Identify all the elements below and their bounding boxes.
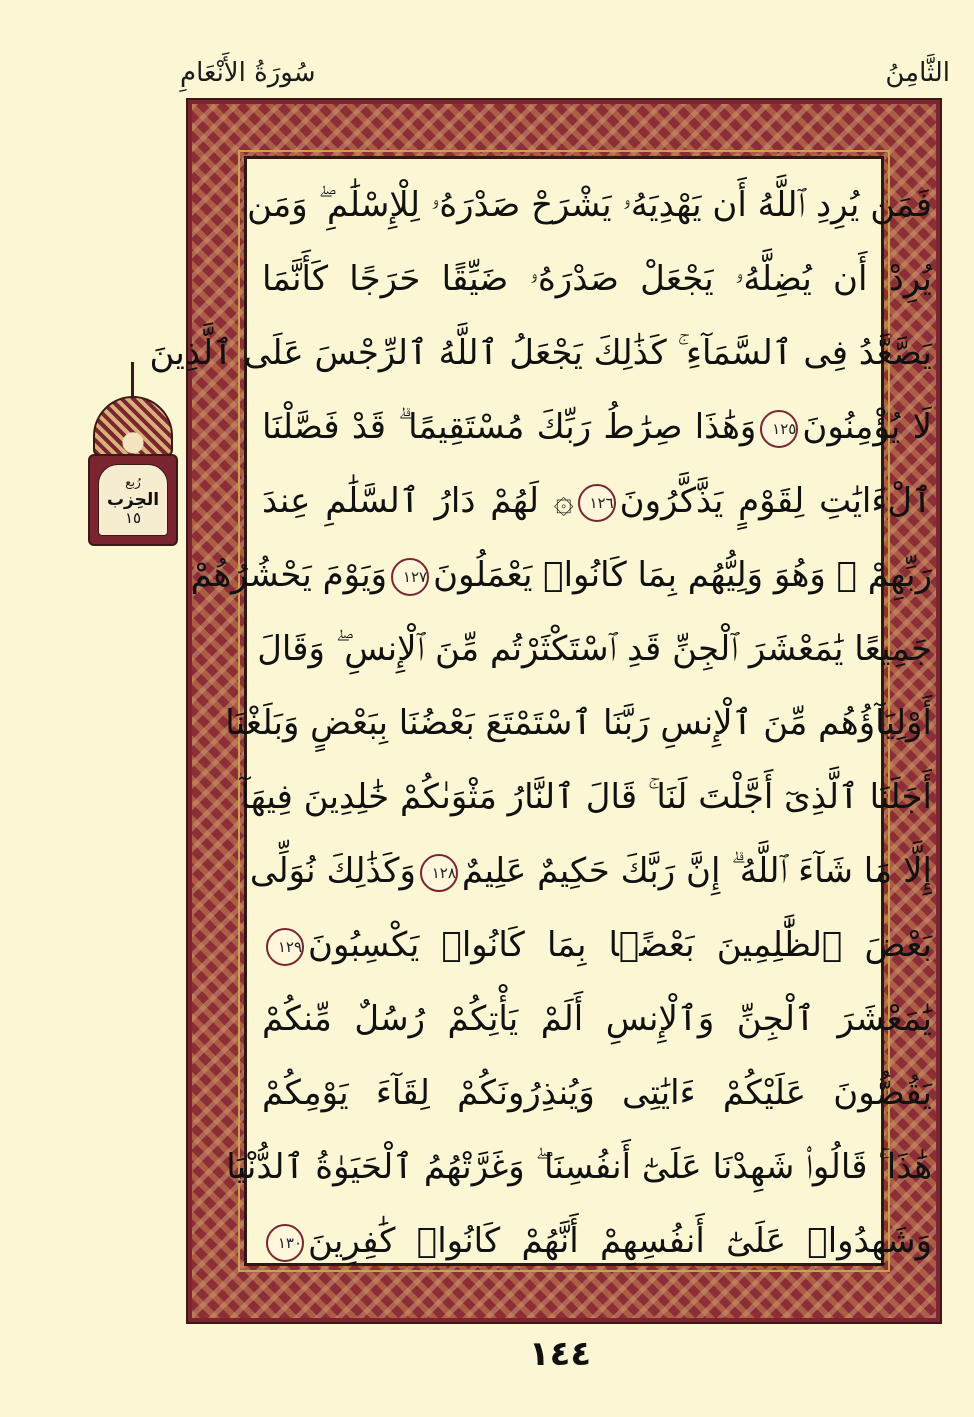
verse-line (262, 984, 932, 1054)
verse-text: يَقُصُّونَ عَلَيْكُمْ ءَايَٰتِى وَيُنذِرُونَكُمْ لِقَآءَ يَوْمِكُمْ (262, 1073, 932, 1113)
quran-text-block (149, 170, 933, 1280)
verse-text-continued: ۞ لَهُمْ دَارُ ٱلسَّلَٰمِ عِندَ (262, 481, 574, 521)
verse-text: رَبِّهِمْ ۖ وَهُوَ وَلِيُّهُم بِمَا كَانُوا۟ يَعْمَلُونَ (433, 555, 932, 595)
marker-finial (131, 362, 134, 400)
marker-box (88, 454, 178, 546)
verse-line (262, 466, 932, 536)
verse-text: جَمِيعًا يَٰمَعْشَرَ ٱلْجِنِّ قَدِ ٱسْتَكْثَرْتُم مِّنَ ٱلْإِنسِ ۖ وَقَالَ (257, 629, 932, 669)
verse-text: أَجَلَنَا ٱلَّذِىٓ أَجَّلْتَ لَنَا ۚ قَالَ ٱلنَّارُ مَثْوَىٰكُمْ خَٰلِدِينَ فِيهَآ (240, 777, 932, 817)
hizb-quarter-marker (88, 362, 178, 552)
hizb-label-quarter: رُبع (125, 475, 141, 489)
verse-line (262, 244, 932, 314)
verse-text: يَصَّعَّدُ فِى ٱلسَّمَآءِ ۚ كَذَٰلِكَ يَجْعَلُ ٱللَّهُ ٱلرِّجْسَ عَلَى ٱلَّذِينَ (149, 333, 932, 373)
verse-line (225, 688, 932, 758)
verse-line (257, 614, 932, 684)
ayah-number-marker: ١٢٩ (266, 928, 304, 966)
verse-line (226, 1132, 932, 1202)
verse-text-continued: وَكَذَٰلِكَ نُوَلِّى (249, 851, 416, 891)
verse-text: أَوْلِيَآؤُهُم مِّنَ ٱلْإِنسِ رَبَّنَا ٱسْتَمْتَعَ بَعْضُنَا بِبَعْضٍ وَبَلَغْنَا (225, 703, 932, 743)
verse-line (149, 318, 932, 388)
hizb-number: ١٥ (124, 509, 142, 527)
verse-text: لَا يُؤْمِنُونَ (802, 407, 933, 447)
verse-text: يُرِدْ أَن يُضِلَّهُۥ يَجْعَلْ صَدْرَهُۥ ضَيِّقًا حَرَجًا كَأَنَّمَا (262, 259, 932, 299)
verse-line (262, 1206, 932, 1276)
verse-line (262, 1058, 932, 1128)
page-number: ١٤٤ (528, 1334, 592, 1374)
verse-line (190, 540, 932, 610)
ayah-number-marker: ١٢٥ (760, 410, 798, 448)
verse-line (262, 910, 932, 980)
verse-line (247, 170, 932, 240)
ayah-number-marker: ١٢٦ (578, 484, 616, 522)
verse-line (240, 762, 932, 832)
verse-text-continued: وَهَٰذَا صِرَٰطُ رَبِّكَ مُسْتَقِيمًا ۗ قَدْ فَصَّلْنَا (262, 407, 757, 447)
ayah-number-marker: ١٣٠ (266, 1224, 304, 1262)
juz-title: الثَّامِنُ (885, 58, 950, 88)
verse-text: بَعْضَ ٱلظَّٰلِمِينَ بَعْضًۢا بِمَا كَانُوا۟ يَكْسِبُونَ (308, 925, 932, 965)
ayah-number-marker: ١٢٧ (391, 558, 429, 596)
verse-line (262, 392, 932, 462)
verse-text: يَٰمَعْشَرَ ٱلْجِنِّ وَٱلْإِنسِ أَلَمْ يَأْتِكُمْ رُسُلٌ مِّنكُمْ (262, 999, 932, 1039)
marker-dome-ornament (93, 396, 173, 456)
verse-text-continued: وَيَوْمَ يَحْشُرُهُمْ (190, 555, 388, 595)
verse-line (249, 836, 932, 906)
verse-text: فَمَن يُرِدِ ٱللَّهُ أَن يَهْدِيَهُۥ يَشْرَحْ صَدْرَهُۥ لِلْإِسْلَٰمِ ۖ وَمَن (247, 185, 932, 225)
ayah-number-marker: ١٢٨ (420, 854, 458, 892)
hizb-label-hizb: الحِزب (106, 490, 160, 510)
surah-title: سُورَةُ الأَنْعَامِ (180, 58, 316, 88)
verse-text: وَشَهِدُوا۟ عَلَىٰٓ أَنفُسِهِمْ أَنَّهُمْ كَانُوا۟ كَٰفِرِينَ (308, 1221, 932, 1261)
verse-text: هَٰذَا ۚ قَالُوا۟ شَهِدْنَا عَلَىٰٓ أَنفُسِنَا ۖ وَغَرَّتْهُمُ ٱلْحَيَوٰةُ ٱلدُّنْيَا (226, 1147, 932, 1187)
verse-text: إِلَّا مَا شَآءَ ٱللَّهُ ۗ إِنَّ رَبَّكَ حَكِيمٌ عَلِيمٌ (461, 851, 932, 891)
verse-text: ٱلْءَايَٰتِ لِقَوْمٍ يَذَّكَّرُونَ (619, 481, 932, 521)
